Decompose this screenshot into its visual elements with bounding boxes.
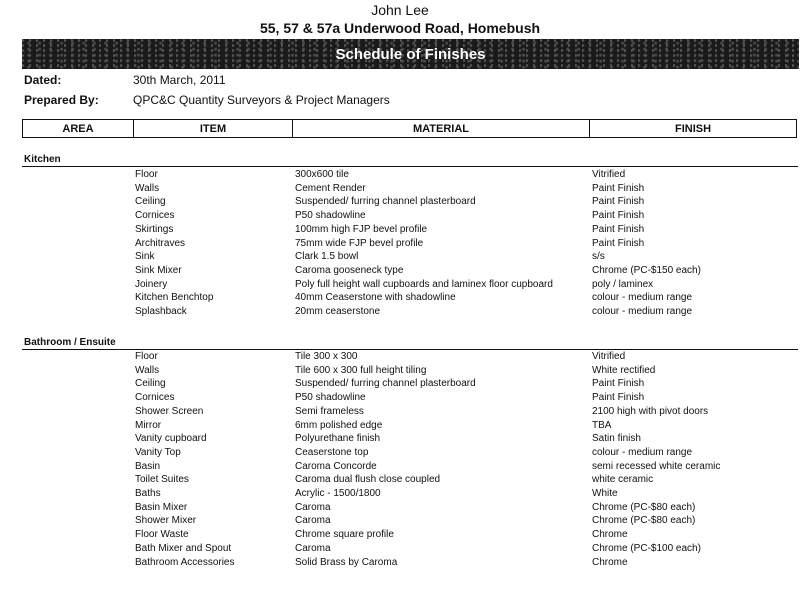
material-cell: Acrylic - 1500/1800 <box>295 488 381 499</box>
table-row <box>0 487 800 501</box>
owner-name: John Lee <box>371 2 429 18</box>
material-cell: Tile 300 x 300 <box>295 351 358 362</box>
section-title-bathroom: Bathroom / Ensuite <box>24 337 116 348</box>
finish-cell: semi recessed white ceramic <box>592 460 721 472</box>
section-divider <box>22 166 798 167</box>
material-cell: Caroma <box>295 501 331 513</box>
item-cell: Baths <box>135 488 161 499</box>
finish-cell: Vitrified <box>592 351 626 362</box>
dated-value: 30th March, 2011 <box>133 73 226 87</box>
column-header-item: ITEM <box>134 120 293 137</box>
section-title-kitchen: Kitchen <box>24 154 61 165</box>
material-cell: Clark 1.5 bowl <box>295 251 359 263</box>
table-row <box>0 195 800 209</box>
material-cell: 300x600 tile <box>295 169 349 180</box>
finish-cell: Vitrified <box>592 169 626 180</box>
item-cell: Toilet Suites <box>135 474 189 486</box>
table-row <box>0 501 800 515</box>
item-cell: Shower Screen <box>135 405 204 417</box>
item-cell: Cornices <box>135 210 175 222</box>
column-header-material: MATERIAL <box>293 120 590 137</box>
finish-cell: colour - medium range <box>592 292 693 304</box>
item-cell: Walls <box>135 182 160 194</box>
table-row <box>0 473 800 487</box>
table-row <box>0 377 800 391</box>
material-cell: 75mm wide FJP bevel profile <box>295 237 424 249</box>
table-row <box>0 264 800 278</box>
table-row <box>0 291 800 305</box>
finish-cell: Paint Finish <box>592 378 645 390</box>
item-cell: Sink <box>135 251 155 263</box>
item-cell: Vanity cupboard <box>135 433 207 445</box>
item-cell: Cornices <box>135 392 175 404</box>
finish-cell: white ceramic <box>592 474 654 486</box>
material-cell: Caroma gooseneck type <box>295 264 404 276</box>
finish-cell: colour - medium range <box>592 446 693 458</box>
item-cell: Ceiling <box>135 378 166 390</box>
table-row <box>0 514 800 528</box>
column-header-row <box>22 119 797 138</box>
finish-cell: Chrome <box>592 556 628 568</box>
table-row <box>0 305 800 319</box>
finish-cell: Paint Finish <box>592 237 645 249</box>
material-cell: Caroma <box>295 515 331 527</box>
finish-cell: TBA <box>592 419 612 431</box>
material-cell: P50 shadowline <box>295 210 366 222</box>
material-cell: 20mm ceaserstone <box>295 306 381 317</box>
finish-cell: Chrome (PC-$100 each) <box>592 542 701 554</box>
material-cell: 40mm Ceaserstone with shadowline <box>295 292 456 304</box>
table-row <box>0 405 800 419</box>
material-cell: Caroma <box>295 542 331 554</box>
material-cell: 100mm high FJP bevel profile <box>295 223 428 235</box>
material-cell: Ceaserstone top <box>295 446 369 458</box>
material-cell: Suspended/ furring channel plasterboard <box>295 378 476 390</box>
material-cell: Cement Render <box>295 182 366 194</box>
table-row <box>0 237 800 251</box>
material-cell: Solid Brass by Caroma <box>295 556 398 568</box>
finish-cell: Paint Finish <box>592 196 645 208</box>
table-row <box>0 278 800 292</box>
table-row <box>0 209 800 223</box>
table-row <box>0 182 800 196</box>
item-cell: Bath Mixer and Spout <box>135 542 232 554</box>
material-cell: Caroma Concorde <box>295 460 377 472</box>
item-cell: Ceiling <box>135 196 166 208</box>
item-cell: Architraves <box>135 237 186 249</box>
item-cell: Walls <box>135 364 160 376</box>
finish-cell: Chrome (PC-$80 each) <box>592 515 696 527</box>
material-cell: Caroma dual flush close coupled <box>295 474 441 486</box>
item-cell: Basin Mixer <box>135 501 188 513</box>
item-cell: Joinery <box>135 278 168 290</box>
table-row <box>0 432 800 446</box>
material-cell: 6mm polished edge <box>295 419 383 431</box>
material-cell: Tile 600 x 300 full height tiling <box>295 364 427 376</box>
document-title: Schedule of Finishes <box>335 46 486 63</box>
item-cell: Basin <box>135 460 161 472</box>
table-row <box>0 528 800 542</box>
table-row <box>0 364 800 378</box>
column-header-area: AREA <box>23 120 134 137</box>
item-cell: Mirror <box>135 419 162 431</box>
item-cell: Floor <box>135 351 158 362</box>
prepared-by-value: QPC&C Quantity Surveyors & Project Managers <box>133 93 390 107</box>
finish-cell: colour - medium range <box>592 306 693 317</box>
finish-cell: Chrome (PC-$150 each) <box>592 264 701 276</box>
finish-cell: 2100 high with pivot doors <box>592 405 709 417</box>
item-cell: Shower Mixer <box>135 515 197 527</box>
prepared-by-label: Prepared By: <box>24 93 99 107</box>
material-cell: P50 shadowline <box>295 392 366 404</box>
table-row <box>0 556 800 570</box>
table-row <box>0 460 800 474</box>
table-row <box>0 223 800 237</box>
table-row <box>0 542 800 556</box>
finish-cell: Paint Finish <box>592 210 645 222</box>
item-cell: Splashback <box>135 306 187 317</box>
table-row <box>0 446 800 460</box>
finish-cell: White rectified <box>592 364 656 376</box>
item-cell: Vanity Top <box>135 446 181 458</box>
material-cell: Chrome square profile <box>295 529 394 541</box>
project-address: 55, 57 & 57a Underwood Road, Homebush <box>259 20 541 36</box>
item-cell: Skirtings <box>135 223 174 235</box>
item-cell: Kitchen Benchtop <box>135 292 214 304</box>
item-cell: Floor Waste <box>135 529 189 541</box>
material-cell: Polyurethane finish <box>295 433 381 445</box>
table-row <box>0 350 800 364</box>
table-row <box>0 168 800 182</box>
finish-cell: s/s <box>592 251 605 263</box>
table-row <box>0 250 800 264</box>
item-cell: Floor <box>135 169 158 180</box>
finish-cell: Paint Finish <box>592 392 645 404</box>
finish-cell: White <box>592 488 618 499</box>
finish-cell: poly / laminex <box>592 278 654 290</box>
finish-cell: Satin finish <box>592 433 641 445</box>
finish-cell: Chrome (PC-$80 each) <box>592 501 696 513</box>
table-row <box>0 391 800 405</box>
item-cell: Sink Mixer <box>135 264 182 276</box>
table-row <box>0 419 800 433</box>
finish-cell: Chrome <box>592 529 628 541</box>
item-cell: Bathroom Accessories <box>135 556 235 568</box>
column-header-finish: FINISH <box>674 123 712 135</box>
material-cell: Poly full height wall cupboards and laminex floor cupboard <box>295 278 553 290</box>
material-cell: Semi frameless <box>295 405 364 417</box>
dated-label: Dated: <box>24 73 62 87</box>
material-cell: Suspended/ furring channel plasterboard <box>295 196 476 208</box>
finish-cell: Paint Finish <box>592 182 645 194</box>
title-banner <box>22 39 799 69</box>
finish-cell: Paint Finish <box>592 223 645 235</box>
